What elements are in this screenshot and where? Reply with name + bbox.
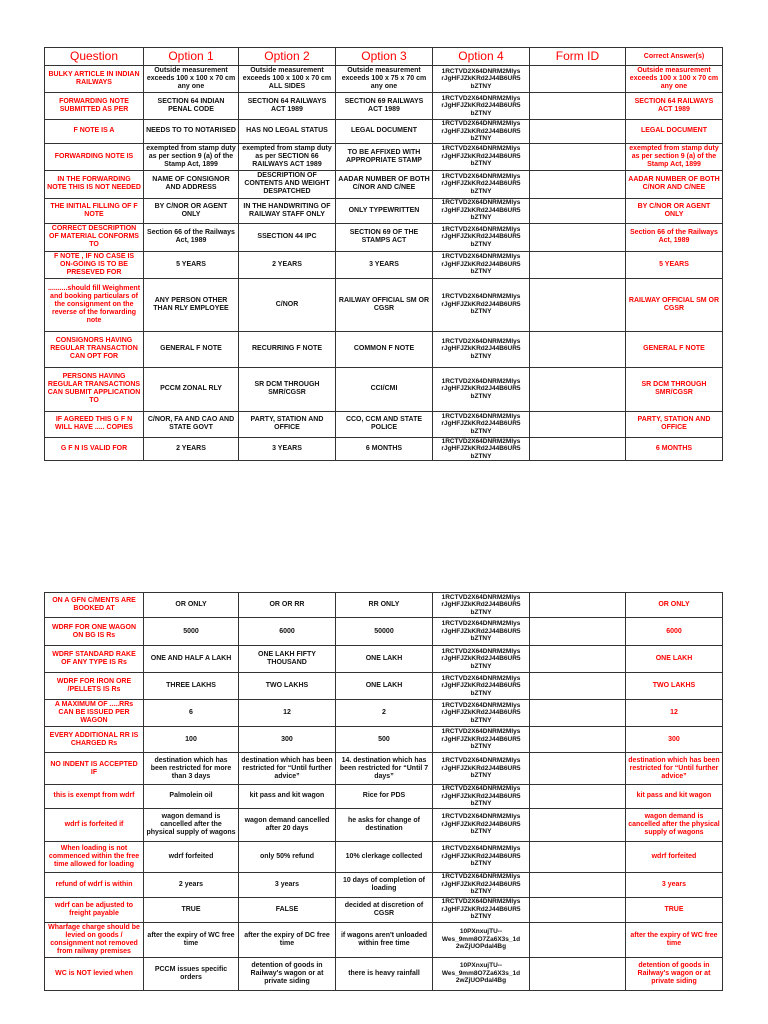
question-cell: A MAXIMUM OF .....RRs CAN BE ISSUED PER WAGON	[45, 700, 144, 727]
table-row	[45, 618, 723, 646]
form-id-cell	[529, 922, 625, 957]
option-4-cell: 1RCTVD2X64DNRM2Mlys rJgHFJZkKRd2J44B6UR5 bZTNY	[432, 593, 529, 618]
option-3-cell: ONLY TYPEWRITTEN	[335, 198, 432, 223]
table-row	[45, 727, 723, 753]
option-1-cell: 6	[144, 700, 239, 727]
quiz-table-top	[44, 47, 723, 461]
question-cell: ON A GFN C/MENTS ARE BOOKED AT	[45, 593, 144, 618]
option-3-cell: ONE LAKH	[335, 673, 432, 700]
form-id-cell	[529, 66, 625, 93]
option-4-cell: 1RCTVD2X64DNRM2Mlys rJgHFJZkKRd2J44B6UR5 bZTNY	[432, 808, 529, 841]
option-3-cell: he asks for change of destination	[335, 808, 432, 841]
option-3-cell: 3 YEARS	[335, 251, 432, 278]
option-4-cell: 1RCTVD2X64DNRM2Mlys rJgHFJZkKRd2J44B6UR5 bZTNY	[432, 367, 529, 411]
option-4-cell: 1RCTVD2X64DNRM2Mlys rJgHFJZkKRd2J44B6UR5 bZTNY	[432, 841, 529, 872]
option-2-cell: C/NOR	[238, 278, 335, 331]
option-4-cell: 1RCTVD2X64DNRM2Mlys rJgHFJZkKRd2J44B6UR5 bZTNY	[432, 727, 529, 753]
correct-answer-cell: LEGAL DOCUMENT	[625, 120, 722, 144]
option-3-cell: AADAR NUMBER OF BOTH C/NOR AND C/NEE	[335, 170, 432, 198]
option-3-cell: TO BE AFFIXED WITH APPROPRIATE STAMP	[335, 143, 432, 170]
table-row	[45, 785, 723, 809]
header-form-id: Form ID	[529, 48, 625, 66]
option-4-cell: 1RCTVD2X64DNRM2Mlys rJgHFJZkKRd2J44B6UR5 bZTNY	[432, 700, 529, 727]
option-2-cell: DESCRIPTION OF CONTENTS AND WEIGHT DESPATCHED	[238, 170, 335, 198]
table-body-top	[45, 66, 723, 461]
table-row	[45, 872, 723, 897]
form-id-cell	[529, 808, 625, 841]
option-2-cell: 3 years	[238, 872, 335, 897]
table-row	[45, 170, 723, 198]
question-cell: F NOTE IS A	[45, 120, 144, 144]
option-1-cell: destination which has been restricted for more than 3 days	[144, 753, 239, 785]
form-id-cell	[529, 143, 625, 170]
form-id-cell	[529, 593, 625, 618]
correct-answer-cell: wdrf forfeited	[625, 841, 722, 872]
option-2-cell: 6000	[238, 618, 335, 646]
option-1-cell: Palmolein oil	[144, 785, 239, 809]
option-2-cell: TWO LAKHS	[238, 673, 335, 700]
option-3-cell: there is heavy rainfall	[335, 957, 432, 990]
option-1-cell: wagon demand is cancelled after the physical supply of wagons	[144, 808, 239, 841]
correct-answer-cell: destination which has been restricted for “Until further advice”	[625, 753, 722, 785]
option-4-cell: 1RCTVD2X64DNRM2Mlys rJgHFJZkKRd2J44B6UR5 bZTNY	[432, 411, 529, 437]
table-row	[45, 143, 723, 170]
table-row	[45, 198, 723, 223]
form-id-cell	[529, 700, 625, 727]
correct-answer-cell: ONE LAKH	[625, 646, 722, 673]
option-2-cell: PARTY, STATION AND OFFICE	[238, 411, 335, 437]
question-cell: WDRF FOR ONE WAGON ON BG IS Rs	[45, 618, 144, 646]
question-cell: wdrf is forfeited if	[45, 808, 144, 841]
option-4-cell: 1RCTVD2X64DNRM2Mlys rJgHFJZkKRd2J44B6UR5 bZTNY	[432, 897, 529, 922]
header-option-1: Option 1	[144, 48, 239, 66]
table-row	[45, 646, 723, 673]
option-1-cell: wdrf forfeited	[144, 841, 239, 872]
correct-answer-cell: SR DCM THROUGH SMR/CGSR	[625, 367, 722, 411]
form-id-cell	[529, 646, 625, 673]
question-cell: refund of wdrf is within	[45, 872, 144, 897]
form-id-cell	[529, 785, 625, 809]
option-3-cell: 10 days of completion of loading	[335, 872, 432, 897]
option-3-cell: 2	[335, 700, 432, 727]
table-row	[45, 93, 723, 120]
form-id-cell	[529, 223, 625, 251]
header-question: Question	[45, 48, 144, 66]
option-1-cell: Section 66 of the Railways Act, 1989	[144, 223, 239, 251]
option-4-cell: 10PXnxujTU-- Wes_9mm8O7Za6X3s_1d 2wZjUOPdal4Bg	[432, 922, 529, 957]
option-3-cell: Rice for PDS	[335, 785, 432, 809]
quiz-table-bottom	[44, 592, 723, 991]
option-4-cell: 1RCTVD2X64DNRM2Mlys rJgHFJZkKRd2J44B6UR5 bZTNY	[432, 66, 529, 93]
option-4-cell: 1RCTVD2X64DNRM2Mlys rJgHFJZkKRd2J44B6UR5 bZTNY	[432, 872, 529, 897]
correct-answer-cell: wagon demand is cancelled after the physical supply of wagons	[625, 808, 722, 841]
correct-answer-cell: AADAR NUMBER OF BOTH C/NOR AND C/NEE	[625, 170, 722, 198]
table-row	[45, 251, 723, 278]
question-cell: FORWARDING NOTE SUBMITTED AS PER	[45, 93, 144, 120]
correct-answer-cell: kit pass and kit wagon	[625, 785, 722, 809]
option-1-cell: THREE LAKHS	[144, 673, 239, 700]
table-row	[45, 411, 723, 437]
option-1-cell: 2 years	[144, 872, 239, 897]
form-id-cell	[529, 727, 625, 753]
option-3-cell: LEGAL DOCUMENT	[335, 120, 432, 144]
header-row	[45, 48, 723, 66]
correct-answer-cell: SECTION 64 RAILWAYS ACT 1989	[625, 93, 722, 120]
question-cell: CONSIGNORS HAVING REGULAR TRANSACTION CAN OPT FOR	[45, 331, 144, 367]
question-cell: IN THE FORWARDING NOTE THIS IS NOT NEEDED	[45, 170, 144, 198]
question-cell: this is exempt from wdrf	[45, 785, 144, 809]
option-4-cell: 1RCTVD2X64DNRM2Mlys rJgHFJZkKRd2J44B6UR5 bZTNY	[432, 198, 529, 223]
form-id-cell	[529, 331, 625, 367]
option-4-cell: 10PXnxujTU-- Wes_9mm8O7Za6X3s_1d 2wZjUOPdal4Bg	[432, 957, 529, 990]
option-1-cell: NEEDS TO TO NOTARISED	[144, 120, 239, 144]
header-option-2: Option 2	[238, 48, 335, 66]
option-3-cell: RAILWAY OFFICIAL SM OR CGSR	[335, 278, 432, 331]
option-1-cell: Outside measurement exceeds 100 x 100 x 70 cm any one	[144, 66, 239, 93]
question-cell: THE INITIAL FILLING OF F NOTE	[45, 198, 144, 223]
option-4-cell: 1RCTVD2X64DNRM2Mlys rJgHFJZkKRd2J44B6UR5 bZTNY	[432, 170, 529, 198]
option-1-cell: 5 YEARS	[144, 251, 239, 278]
option-1-cell: PCCM issues specific orders	[144, 957, 239, 990]
question-cell: WDRF STANDARD RAKE OF ANY TYPE IS Rs	[45, 646, 144, 673]
table-row	[45, 278, 723, 331]
table-row	[45, 331, 723, 367]
header-option-3: Option 3	[335, 48, 432, 66]
option-1-cell: 5000	[144, 618, 239, 646]
correct-answer-cell: detention of goods in Railway's wagon or at private siding	[625, 957, 722, 990]
question-cell: F NOTE , IF NO CASE IS ON-GOING IS TO BE PRESEVED FOR	[45, 251, 144, 278]
question-cell: ..........should fill Weighment and booking particulars of the consignment on the reverse of the forwarding note	[45, 278, 144, 331]
question-cell: IF AGREED THIS G F N WILL HAVE ..... COPIES	[45, 411, 144, 437]
option-3-cell: CCO, CCM AND STATE POLICE	[335, 411, 432, 437]
correct-answer-cell: 6 MONTHS	[625, 437, 722, 461]
option-3-cell: RR ONLY	[335, 593, 432, 618]
correct-answer-cell: 5 YEARS	[625, 251, 722, 278]
option-2-cell: Outside measurement exceeds 100 x 100 x 70 cm ALL SIDES	[238, 66, 335, 93]
option-1-cell: OR ONLY	[144, 593, 239, 618]
option-3-cell: CCI/CMI	[335, 367, 432, 411]
option-2-cell: RECURRING F NOTE	[238, 331, 335, 367]
question-cell: wdrf can be adjusted to freight payable	[45, 897, 144, 922]
form-id-cell	[529, 120, 625, 144]
correct-answer-cell: after the expiry of WC free time	[625, 922, 722, 957]
option-2-cell: exempted from stamp duty as per SECTION 66 RAILWAYS ACT 1989	[238, 143, 335, 170]
option-2-cell: detention of goods in Railway's wagon or at private siding	[238, 957, 335, 990]
option-1-cell: GENERAL F NOTE	[144, 331, 239, 367]
correct-answer-cell: PARTY, STATION AND OFFICE	[625, 411, 722, 437]
table-row	[45, 753, 723, 785]
correct-answer-cell: 12	[625, 700, 722, 727]
question-cell: NO INDENT IS ACCEPTED IF	[45, 753, 144, 785]
table-row	[45, 66, 723, 93]
form-id-cell	[529, 957, 625, 990]
table-body-bottom	[45, 593, 723, 991]
correct-answer-cell: 6000	[625, 618, 722, 646]
option-4-cell: 1RCTVD2X64DNRM2Mlys rJgHFJZkKRd2J44B6UR5 bZTNY	[432, 753, 529, 785]
correct-answer-cell: 3 years	[625, 872, 722, 897]
question-cell: G F N IS VALID FOR	[45, 437, 144, 461]
correct-answer-cell: TRUE	[625, 897, 722, 922]
option-1-cell: 2 YEARS	[144, 437, 239, 461]
form-id-cell	[529, 618, 625, 646]
option-2-cell: ONE LAKH FIFTY THOUSAND	[238, 646, 335, 673]
option-2-cell: SSECTION 44 IPC	[238, 223, 335, 251]
form-id-cell	[529, 251, 625, 278]
table-row	[45, 841, 723, 872]
option-2-cell: 2 YEARS	[238, 251, 335, 278]
form-id-cell	[529, 437, 625, 461]
table-row	[45, 437, 723, 461]
option-2-cell: after the expiry of DC free time	[238, 922, 335, 957]
form-id-cell	[529, 93, 625, 120]
option-4-cell: 1RCTVD2X64DNRM2Mlys rJgHFJZkKRd2J44B6UR5 bZTNY	[432, 673, 529, 700]
question-cell: EVERY ADDITIONAL RR IS CHARGED Rs	[45, 727, 144, 753]
question-cell: When loading is not commenced within the free time allowed for loading	[45, 841, 144, 872]
option-4-cell: 1RCTVD2X64DNRM2Mlys rJgHFJZkKRd2J44B6UR5 bZTNY	[432, 278, 529, 331]
correct-answer-cell: GENERAL F NOTE	[625, 331, 722, 367]
correct-answer-cell: OR ONLY	[625, 593, 722, 618]
option-1-cell: SECTION 64 INDIAN PENAL CODE	[144, 93, 239, 120]
correct-answer-cell: TWO LAKHS	[625, 673, 722, 700]
option-2-cell: SECTION 64 RAILWAYS ACT 1989	[238, 93, 335, 120]
option-4-cell: 1RCTVD2X64DNRM2Mlys rJgHFJZkKRd2J44B6UR5 bZTNY	[432, 785, 529, 809]
form-id-cell	[529, 841, 625, 872]
form-id-cell	[529, 170, 625, 198]
option-2-cell: 3 YEARS	[238, 437, 335, 461]
option-4-cell: 1RCTVD2X64DNRM2Mlys rJgHFJZkKRd2J44B6UR5 bZTNY	[432, 251, 529, 278]
option-2-cell: SR DCM THROUGH SMR/CGSR	[238, 367, 335, 411]
option-2-cell: only 50% refund	[238, 841, 335, 872]
option-1-cell: 100	[144, 727, 239, 753]
option-1-cell: exempted from stamp duty as per section 9 (a) of the Stamp Act, 1899	[144, 143, 239, 170]
question-cell: PERSONS HAVING REGULAR TRANSACTIONS CAN SUBMIT APPLICATION TO	[45, 367, 144, 411]
option-3-cell: 10% clerkage collected	[335, 841, 432, 872]
table-row	[45, 593, 723, 618]
option-2-cell: destination which has been restricted for “Until further advice”	[238, 753, 335, 785]
option-4-cell: 1RCTVD2X64DNRM2Mlys rJgHFJZkKRd2J44B6UR5 bZTNY	[432, 143, 529, 170]
question-cell: WC is NOT levied when	[45, 957, 144, 990]
form-id-cell	[529, 897, 625, 922]
option-3-cell: 500	[335, 727, 432, 753]
table-row	[45, 700, 723, 727]
correct-answer-cell: Section 66 of the Railways Act, 1989	[625, 223, 722, 251]
option-3-cell: SECTION 69 RAILWAYS ACT 1989	[335, 93, 432, 120]
form-id-cell	[529, 411, 625, 437]
option-1-cell: ANY PERSON OTHER THAN RLY EMPLOYEE	[144, 278, 239, 331]
table-row	[45, 922, 723, 957]
option-4-cell: 1RCTVD2X64DNRM2Mlys rJgHFJZkKRd2J44B6UR5 bZTNY	[432, 223, 529, 251]
option-2-cell: wagon demand cancelled after 20 days	[238, 808, 335, 841]
option-4-cell: 1RCTVD2X64DNRM2Mlys rJgHFJZkKRd2J44B6UR5 bZTNY	[432, 646, 529, 673]
header-option-4: Option 4	[432, 48, 529, 66]
header-correct-answer: Correct Answer(s)	[625, 48, 722, 66]
table-row	[45, 120, 723, 144]
option-3-cell: Outside measurement exceeds 100 x 75 x 70 cm any one	[335, 66, 432, 93]
form-id-cell	[529, 872, 625, 897]
option-1-cell: BY C/NOR OR AGENT ONLY	[144, 198, 239, 223]
question-cell: BULKY ARTICLE IN INDIAN RAILWAYS	[45, 66, 144, 93]
table-row	[45, 223, 723, 251]
option-3-cell: ONE LAKH	[335, 646, 432, 673]
option-2-cell: OR OR RR	[238, 593, 335, 618]
option-2-cell: 300	[238, 727, 335, 753]
table-row	[45, 808, 723, 841]
form-id-cell	[529, 278, 625, 331]
option-3-cell: 50000	[335, 618, 432, 646]
table-row	[45, 673, 723, 700]
option-3-cell: 14. destination which has been restricted for “Until 7 days”	[335, 753, 432, 785]
option-4-cell: 1RCTVD2X64DNRM2Mlys rJgHFJZkKRd2J44B6UR5 bZTNY	[432, 93, 529, 120]
form-id-cell	[529, 198, 625, 223]
correct-answer-cell: 300	[625, 727, 722, 753]
option-1-cell: TRUE	[144, 897, 239, 922]
form-id-cell	[529, 673, 625, 700]
option-3-cell: 6 MONTHS	[335, 437, 432, 461]
option-4-cell: 1RCTVD2X64DNRM2Mlys rJgHFJZkKRd2J44B6UR5 bZTNY	[432, 331, 529, 367]
option-4-cell: 1RCTVD2X64DNRM2Mlys rJgHFJZkKRd2J44B6UR5 bZTNY	[432, 120, 529, 144]
form-id-cell	[529, 367, 625, 411]
option-1-cell: C/NOR, FA AND CAO AND STATE GOVT	[144, 411, 239, 437]
option-2-cell: kit pass and kit wagon	[238, 785, 335, 809]
option-3-cell: COMMON F NOTE	[335, 331, 432, 367]
form-id-cell	[529, 753, 625, 785]
option-2-cell: IN THE HANDWRITING OF RAILWAY STAFF ONLY	[238, 198, 335, 223]
correct-answer-cell: Outside measurement exceeds 100 x 100 x 70 cm any one	[625, 66, 722, 93]
option-4-cell: 1RCTVD2X64DNRM2Mlys rJgHFJZkKRd2J44B6UR5 bZTNY	[432, 437, 529, 461]
table-row	[45, 957, 723, 990]
option-1-cell: ONE AND HALF A LAKH	[144, 646, 239, 673]
question-cell: FORWARDING NOTE IS	[45, 143, 144, 170]
correct-answer-cell: exempted from stamp duty as per section 9 (a) of the Stamp Act, 1899	[625, 143, 722, 170]
option-4-cell: 1RCTVD2X64DNRM2Mlys rJgHFJZkKRd2J44B6UR5 bZTNY	[432, 618, 529, 646]
table-row	[45, 897, 723, 922]
correct-answer-cell: BY C/NOR OR AGENT ONLY	[625, 198, 722, 223]
option-2-cell: FALSE	[238, 897, 335, 922]
option-3-cell: SECTION 69 OF THE STAMPS ACT	[335, 223, 432, 251]
question-cell: WDRF FOR IRON ORE /PELLETS IS Rs	[45, 673, 144, 700]
option-2-cell: 12	[238, 700, 335, 727]
option-1-cell: after the expiry of WC free time	[144, 922, 239, 957]
option-3-cell: decided at discretion of CGSR	[335, 897, 432, 922]
question-cell: Wharfage charge should be levied on goods / consignment not removed from railway premises	[45, 922, 144, 957]
table-row	[45, 367, 723, 411]
option-2-cell: HAS NO LEGAL STATUS	[238, 120, 335, 144]
option-1-cell: NAME OF CONSIGNOR AND ADDRESS	[144, 170, 239, 198]
correct-answer-cell: RAILWAY OFFICIAL SM OR CGSR	[625, 278, 722, 331]
question-cell: CORRECT DESCRIPTION OF MATERIAL CONFORMS TO	[45, 223, 144, 251]
option-1-cell: PCCM ZONAL RLY	[144, 367, 239, 411]
option-3-cell: if wagons aren't unloaded within free time	[335, 922, 432, 957]
